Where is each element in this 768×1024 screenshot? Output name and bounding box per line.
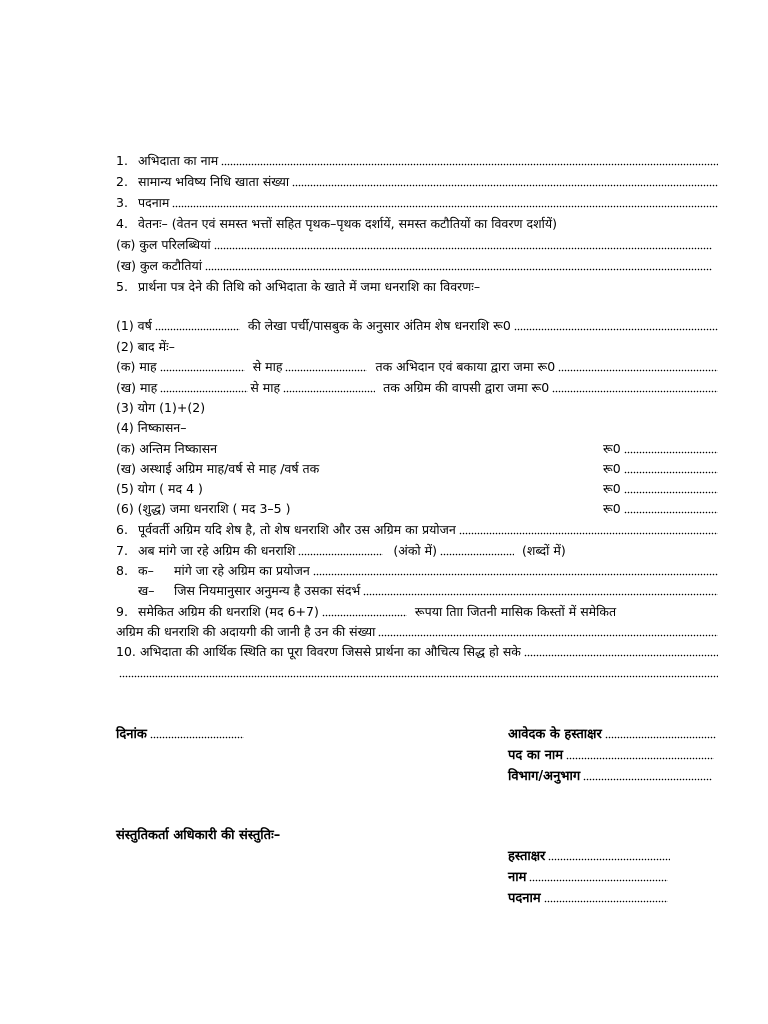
field-advance-purpose[interactable] <box>116 559 720 579</box>
fill-line[interactable] <box>292 175 718 187</box>
field-advance-refund-deposit[interactable] <box>116 376 720 396</box>
field-financial-condition-cont[interactable] <box>116 661 720 681</box>
fill-line[interactable] <box>221 154 718 166</box>
field-label: अभिदाता का नाम <box>138 153 219 168</box>
field-label: (6) (शुद्ध) जमा धनराशि ( मद 3–5 ) <box>116 501 291 516</box>
fill-line[interactable] <box>172 196 718 208</box>
field-label: से माह <box>252 359 283 374</box>
field-label: (ख) अस्थाई अग्रिम माह/वर्ष से माह /वर्ष तक <box>116 461 320 476</box>
field-label: (4) निष्कासन– <box>116 420 187 435</box>
field-label: की लेखा पर्ची/पासबुक के अनुसार अंतिम शेष धनराशि रू0 <box>247 318 511 333</box>
fill-line[interactable] <box>624 482 718 494</box>
amount-field[interactable] <box>603 501 720 517</box>
field-label: (5) योग ( मद 4 ) <box>116 481 203 496</box>
field-label: (क) अन्तिम निष्कासन <box>116 441 218 456</box>
field-total-deductions[interactable] <box>116 254 714 274</box>
field-officer-designation[interactable] <box>508 886 670 906</box>
fill-line[interactable] <box>566 748 714 760</box>
fill-line[interactable] <box>378 625 718 637</box>
field-department[interactable] <box>508 764 714 784</box>
withdrawal-heading <box>116 416 720 436</box>
field-label: अब मांगे जा रहे अग्रिम की धनराशि <box>138 543 296 558</box>
field-label: तक अग्रिम की वापसी द्वारा जमा रू0 <box>383 380 550 395</box>
fill-line[interactable] <box>529 870 668 882</box>
field-label: रूपया तािा जितनी मासिक किस्तों में समेकित <box>414 604 617 619</box>
field-label: सामान्य भविष्य निधि खाता संख्या <box>138 174 290 189</box>
sub-number: ख– <box>138 583 155 598</box>
amount-field[interactable] <box>603 461 720 477</box>
field-previous-advance[interactable] <box>116 518 720 538</box>
fill-line[interactable] <box>214 238 712 250</box>
item-number: 8. <box>116 563 128 578</box>
fill-line[interactable] <box>205 259 712 271</box>
field-gpf-account-number[interactable] <box>116 170 720 190</box>
fill-line-to-month[interactable] <box>283 381 375 393</box>
fill-line[interactable] <box>459 523 718 535</box>
fill-line-amount[interactable] <box>514 319 718 331</box>
designation-label: पदनाम <box>508 891 541 906</box>
recommendation-label: संस्तुतिकर्ता अधिकारी की संस्तुतिः– <box>116 828 281 843</box>
rupee-label: रू0 <box>603 501 621 516</box>
fill-line-amount[interactable] <box>298 544 383 556</box>
field-consolidated-advance[interactable] <box>116 600 720 620</box>
field-net-balance[interactable] <box>116 497 720 517</box>
fill-line-year[interactable] <box>155 319 240 331</box>
field-subscription-deposit[interactable] <box>116 355 720 375</box>
department-label: विभाग/अनुभाग <box>508 769 581 784</box>
fill-line[interactable] <box>363 584 718 596</box>
field-installments[interactable] <box>116 620 720 640</box>
field-subscriber-name[interactable] <box>116 149 720 169</box>
total-1-2 <box>116 396 720 416</box>
fill-line[interactable] <box>150 727 244 739</box>
item-number: 1. <box>116 153 128 168</box>
field-advance-amount[interactable] <box>116 539 720 559</box>
field-label: पदनाम <box>138 195 170 210</box>
fill-line[interactable] <box>524 645 718 657</box>
amount-field[interactable] <box>603 481 720 497</box>
field-rule-reference[interactable] <box>116 579 720 599</box>
item-number: 4. <box>116 216 128 231</box>
field-post-name[interactable] <box>508 743 716 763</box>
words-label: (शब्दों में) <box>522 543 566 558</box>
field-label: अग्रिम की धनराशि की अदायगी की जानी है उन की संख्या <box>116 624 376 639</box>
item-number: 7. <box>116 543 128 558</box>
fill-line-words[interactable] <box>440 544 514 556</box>
field-year-balance[interactable] <box>116 314 720 334</box>
fill-line[interactable] <box>624 442 718 454</box>
field-label: जिस नियमानुसार अनुमन्य है उसका संदर्भ <box>174 583 361 598</box>
fill-line[interactable] <box>605 727 716 739</box>
balance-heading <box>116 275 720 295</box>
field-label: समेकित अग्रिम की धनराशि (मद 6+7) <box>138 604 319 619</box>
fill-line[interactable] <box>544 891 668 903</box>
field-officer-signature[interactable] <box>508 844 672 864</box>
field-temporary-advance[interactable] <box>116 457 720 477</box>
fill-line[interactable] <box>313 564 718 576</box>
field-label: (ख) कुल कटौतियां <box>116 258 202 273</box>
fill-line-amount[interactable] <box>322 605 407 617</box>
field-applicant-signature[interactable] <box>508 722 718 742</box>
field-label: (1) वर्ष <box>116 318 152 333</box>
recommendation-title <box>116 823 280 843</box>
field-officer-name[interactable] <box>508 865 670 885</box>
field-final-withdrawal[interactable] <box>116 437 720 457</box>
fill-line[interactable] <box>548 849 670 861</box>
field-label: (2) बाद मेंः– <box>116 339 175 354</box>
item-number: 3. <box>116 195 128 210</box>
field-label: पूर्ववर्ती अग्रिम यदि शेष है, तो शेष धनराशि और उस अग्रिम का प्रयोजन <box>138 522 456 537</box>
fill-line-amount[interactable] <box>558 360 718 372</box>
fill-line[interactable] <box>119 666 718 678</box>
fill-line[interactable] <box>583 769 712 781</box>
signature-label: हस्ताक्षर <box>508 849 546 864</box>
fill-line-amount[interactable] <box>552 381 718 393</box>
field-label: से माह <box>250 380 281 395</box>
post-name-label: पद का नाम <box>508 748 564 763</box>
field-label: प्रार्थना पत्र देने की तिथि को अभिदाता के खाते में जमा धनराशि का विवरणः– <box>138 279 481 294</box>
rupee-label: रू0 <box>603 461 621 476</box>
salary-heading <box>116 212 720 232</box>
field-date[interactable] <box>116 722 246 742</box>
field-label: मांगे जा रहे अग्रिम का प्रयोजन <box>174 563 310 578</box>
item-number: 6. <box>116 522 128 537</box>
field-label: तक अभिदान एवं बकाया द्वारा जमा रू0 <box>375 359 556 374</box>
after-heading <box>116 335 720 355</box>
field-total-emoluments[interactable] <box>116 233 714 253</box>
item-number: 9. <box>116 604 128 619</box>
item-number: 10. <box>116 644 136 659</box>
digits-label: (अंको में) <box>393 543 437 558</box>
amount-field[interactable] <box>603 441 720 457</box>
field-total-item-4[interactable] <box>116 477 720 497</box>
item-number: 2. <box>116 174 128 189</box>
date-label: दिनांक <box>116 727 147 742</box>
field-designation[interactable] <box>116 191 720 211</box>
fill-line-from-month[interactable] <box>160 381 248 393</box>
sub-number: क– <box>138 563 154 578</box>
field-label: (क) कुल परिलब्धियां <box>116 237 211 252</box>
field-label: (ख) माह <box>116 380 158 395</box>
fill-line-to-month[interactable] <box>285 360 367 372</box>
field-financial-condition[interactable] <box>116 640 720 660</box>
field-label: (क) माह <box>116 359 157 374</box>
fill-line[interactable] <box>624 502 718 514</box>
field-label: अभिदाता की आर्थिक स्थिति का पूरा विवरण जिससे प्रार्थना का औचित्य सिद्ध हो सके <box>140 644 521 659</box>
field-label: वेतनः– (वेतन एवं समस्त भत्तों सहित पृथक–पृथक दर्शायें, समस्त कटौतियों का विवरण दर्शायें) <box>138 216 557 231</box>
field-label: (3) योग (1)+(2) <box>116 400 206 415</box>
rupee-label: रू0 <box>603 481 621 496</box>
name-label: नाम <box>508 870 527 885</box>
fill-line-from-month[interactable] <box>160 360 245 372</box>
rupee-label: रू0 <box>603 441 621 456</box>
signature-label: आवेदक के हस्ताक्षर <box>508 727 602 742</box>
fill-line[interactable] <box>624 462 718 474</box>
item-number: 5. <box>116 279 128 294</box>
